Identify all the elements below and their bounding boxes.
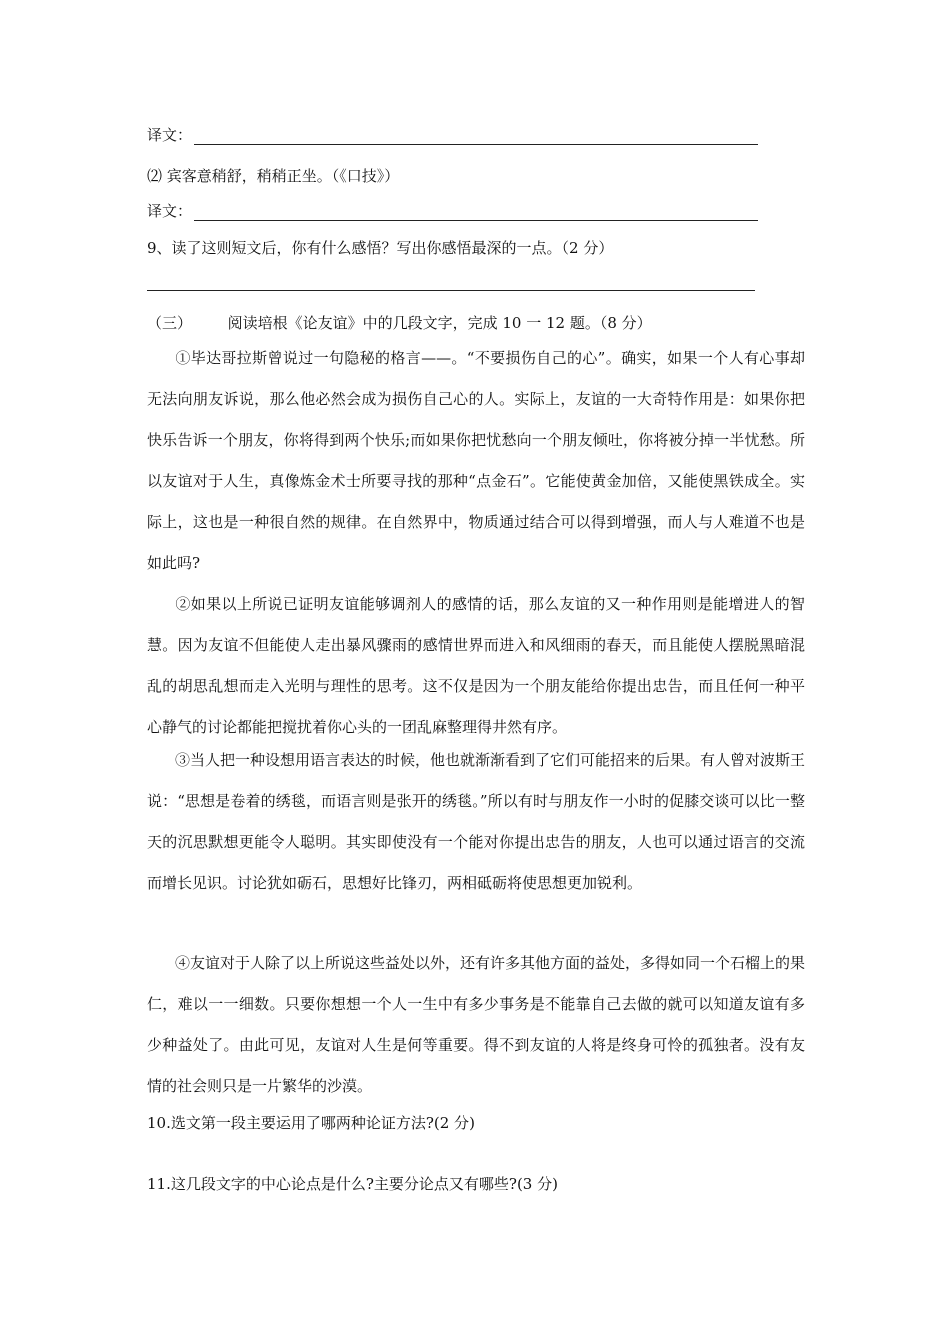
- paragraph-2-text: ②如果以上所说已证明友谊能够调剂人的感情的话，那么友谊的又一种作用则是能增进人的智慧。因为友谊不但能使人走出暴风骤雨的感情世界而进入和风细雨的春天，而且能使人摆脱黑暗混乱的胡思乱想而走入光明与理性的思考。这不仅是因为一个朋友能给你提出忠告，而且任何一种平心静气的讨论都能把搅扰着你心头的一团乱麻整理得井然有序。: [147, 595, 805, 736]
- passage-paragraph-2: [147, 584, 805, 748]
- translation-answer-row-2: [147, 200, 758, 221]
- translation-blank-1[interactable]: [194, 128, 758, 145]
- question10: 10.选文第一段主要运用了哪两种论证方法?(2 分): [147, 1114, 475, 1132]
- section3-marker: （三）: [147, 314, 193, 332]
- translation-label: 译文：: [147, 202, 193, 220]
- section3-instruction: 阅读培根《论友谊》中的几段文字，完成 10 一 12 题。（8 分）: [227, 314, 652, 332]
- passage-paragraph-4: [147, 943, 805, 1107]
- passage-paragraph-3: [147, 740, 805, 904]
- question11: 11.这几段文字的中心论点是什么?主要分论点又有哪些?(3 分): [147, 1175, 558, 1193]
- paragraph-1-text: ①毕达哥拉斯曾说过一句隐秘的格言——。“不要损伤自己的心”。确实，如果一个人有心事却无法向朋友诉说，那么他必然会成为损伤自己心的人。实际上，友谊的一大奇特作用是：如果你把快乐告诉一个朋友，你将得到两个快乐;而如果你把忧愁向一个朋友倾吐，你将被分掉一半忧愁。所以友谊对于人生，真像炼金术士所要寻找的那种“点金石”。它能使黄金加倍，又能使黑铁成全。实际上，这也是一种很自然的规律。在自然界中，物质通过结合可以得到增强，而人与人难道不也是如此吗?: [147, 349, 805, 572]
- paragraph-3-text: ③当人把一种设想用语言表达的时候，他也就渐渐看到了它们可能招来的后果。有人曾对波斯王说：“思想是卷着的绣毯，而语言则是张开的绣毯。”所以有时与朋友作一小时的促膝交谈可以比一整天的沉思默想更能令人聪明。其实即使没有一个能对你提出忠告的朋友，人也可以通过语言的交流而增长见识。讨论犹如砺石，思想好比锋刃，两相砥砺将使思想更加锐利。: [147, 751, 806, 892]
- question9-answer-line[interactable]: [147, 290, 755, 291]
- passage-paragraph-1: [147, 338, 805, 584]
- translation-label: 译文：: [147, 126, 193, 144]
- question9: 9、读了这则短文后，你有什么感悟？写出你感悟最深的一点。（2 分）: [147, 239, 614, 257]
- paragraph-4-text: ④友谊对于人除了以上所说这些益处以外，还有许多其他方面的益处，多得如同一个石榴上的果仁，难以一一细数。只要你想想一个人一生中有多少事务是不能靠自己去做的就可以知道友谊有多少种益处了。由此可见，友谊对人生是何等重要。得不到友谊的人将是终身可怜的孤独者。没有友情的社会则只是一片繁华的沙漠。: [147, 954, 806, 1095]
- translation-answer-row-1: [147, 124, 758, 145]
- section3-heading: [147, 313, 652, 333]
- question8-item2: ⑵ 宾客意稍舒，稍稍正坐。（《口技》）: [147, 167, 400, 185]
- translation-blank-2[interactable]: [194, 204, 758, 221]
